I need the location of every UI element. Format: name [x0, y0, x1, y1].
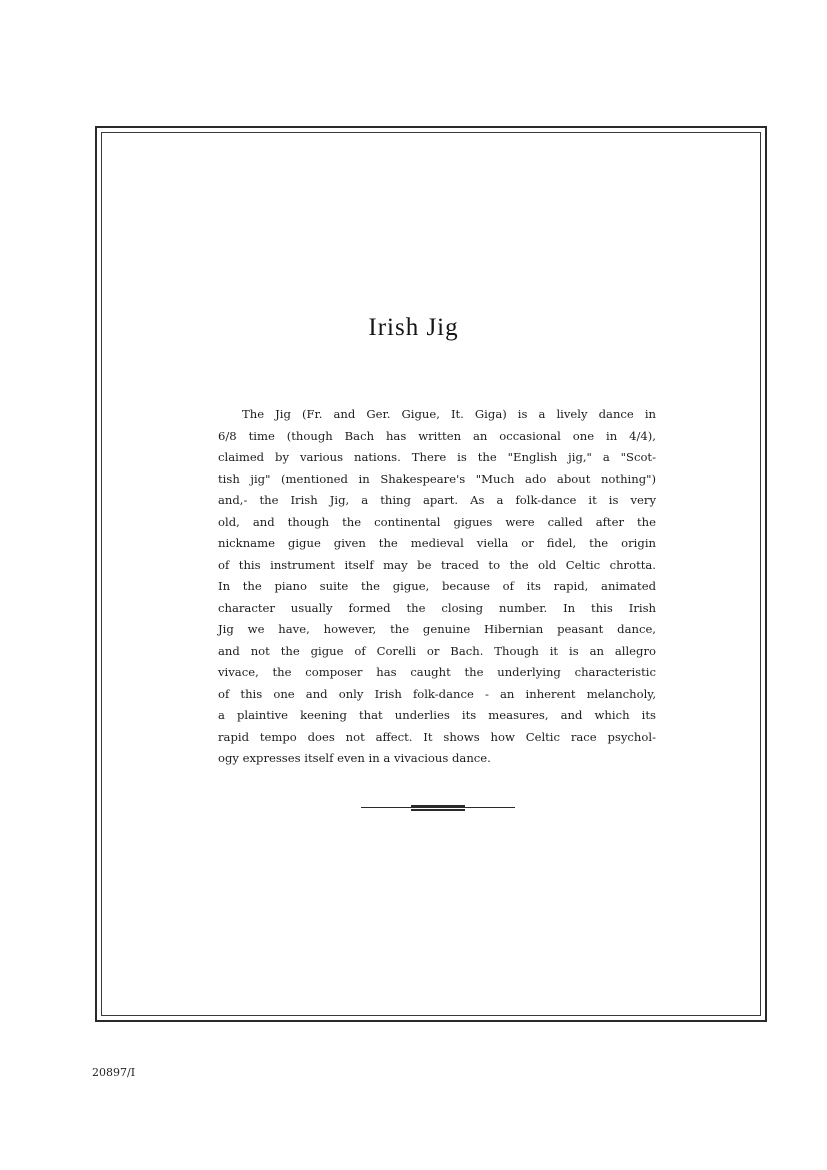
paragraph-line: 6/8 time (though Bach has written an occasional one in 4/4), [218, 428, 656, 443]
paragraph-line: character usually formed the closing number. In this Irish [218, 600, 656, 615]
paragraph-line: and,- the Irish Jig, a thing apart. As a folk-dance it is very [218, 493, 656, 507]
paragraph-line: Jig we have, however, the genuine Hibernian peasant dance, [218, 622, 656, 636]
paragraph-line: a plaintive keening that underlies its measures, and which its [218, 708, 656, 722]
plate-number: 20897/I [92, 1066, 136, 1079]
paragraph-line: rapid tempo does not affect. It shows how Celtic race psychol- [218, 729, 656, 744]
paragraph-line: nickname gigue given the medieval viella or fidel, the origin [218, 536, 656, 550]
page-title: Irish Jig [368, 314, 459, 341]
paragraph-line: ogy expresses itself even in a vivacious dance. [218, 751, 491, 765]
paragraph-line: old, and though the continental gigues were called after the [218, 514, 656, 529]
rule-line [361, 807, 515, 808]
paragraph-line: and not the gigue of Corelli or Bach. Though it is an allegro [218, 643, 656, 658]
body-paragraph [218, 404, 656, 770]
ornamental-rule [361, 804, 515, 812]
paragraph-line: claimed by various nations. There is the "English jig," a "Scot- [218, 450, 656, 464]
paragraph-line: In the piano suite the gigue, because of its rapid, animated [218, 579, 656, 593]
paragraph-line: tish jig" (mentioned in Shakespeare's "Much ado about nothing") [218, 471, 656, 486]
paragraph-line: The Jig (Fr. and Ger. Gigue, It. Giga) is a lively dance in [242, 407, 656, 421]
rule-lower-bar [411, 809, 465, 811]
paragraph-line: of this instrument itself may be traced to the old Celtic chrotta. [218, 557, 656, 572]
paragraph-line: of this one and only Irish folk-dance - an inherent melancholy, [218, 686, 656, 701]
paragraph-line: vivace, the composer has caught the underlying characteristic [218, 665, 656, 679]
